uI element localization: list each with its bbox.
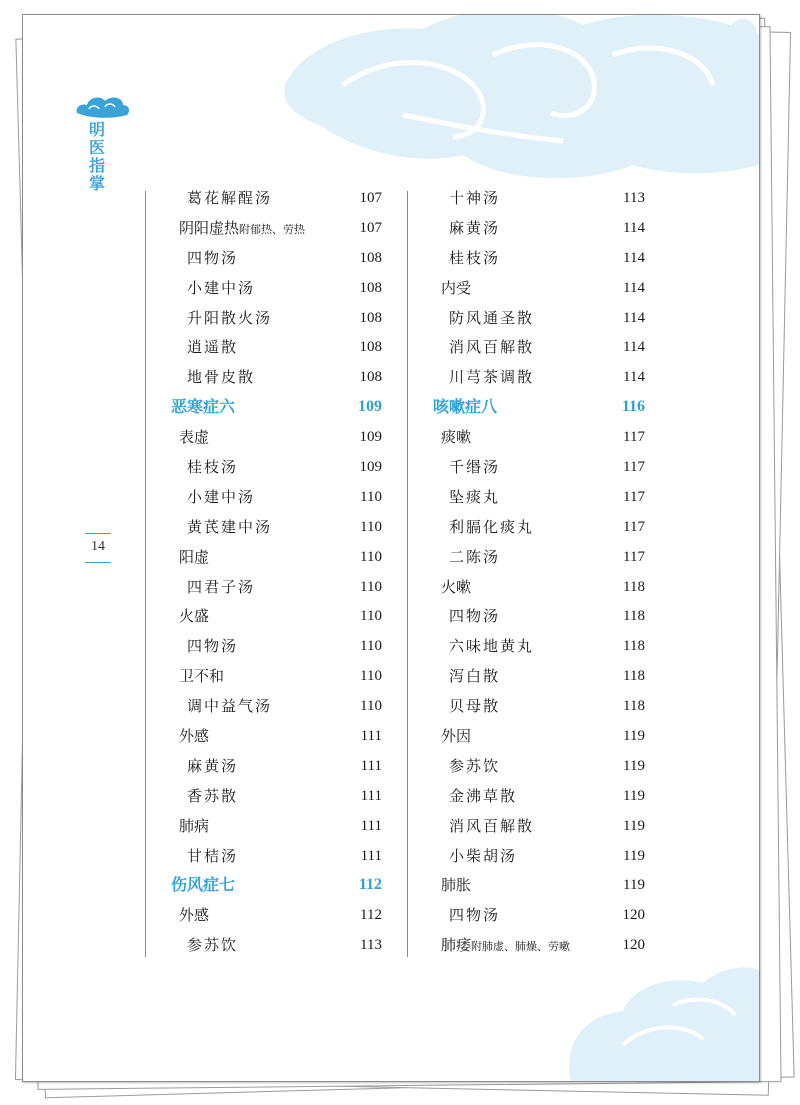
toc-page-number: 108 xyxy=(359,369,382,386)
toc-formula-entry[interactable] xyxy=(169,183,382,213)
toc-page-number: 110 xyxy=(360,638,382,655)
toc-entry-title xyxy=(187,183,272,213)
toc-page-number: 117 xyxy=(623,429,645,446)
toc-entry-title xyxy=(449,362,534,392)
toc-entry-title xyxy=(187,512,272,542)
toc-entry-title xyxy=(449,452,500,482)
toc-entry-text: 表虚 xyxy=(179,428,210,447)
toc-page-number: 119 xyxy=(623,787,645,804)
toc-section-entry[interactable] xyxy=(431,870,645,900)
toc-formula-entry[interactable] xyxy=(431,452,645,482)
toc-entry-text: 小柴胡汤 xyxy=(449,846,518,865)
toc-section-entry[interactable] xyxy=(431,273,645,303)
toc-formula-entry[interactable] xyxy=(169,841,382,871)
toc-page-number: 111 xyxy=(360,847,382,864)
toc-page-number: 119 xyxy=(623,847,645,864)
toc-formula-entry[interactable] xyxy=(431,751,645,781)
toc-formula-entry[interactable] xyxy=(169,332,382,362)
toc-entry-title xyxy=(187,362,255,392)
toc-entry-text: 四物汤 xyxy=(187,637,239,656)
toc-entry-text: 千缗汤 xyxy=(449,458,501,477)
toc-page-number: 110 xyxy=(360,488,382,505)
toc-entry-text: 火嗽 xyxy=(441,577,472,596)
toc-section-entry[interactable] xyxy=(169,661,382,691)
toc-page-number: 109 xyxy=(358,398,382,416)
toc-page-number: 118 xyxy=(623,668,645,685)
toc-formula-entry[interactable] xyxy=(431,183,645,213)
book-title: 明医指掌 xyxy=(88,120,105,193)
toc-entry-title xyxy=(449,183,500,213)
toc-formula-entry[interactable] xyxy=(169,930,382,960)
toc-entry-title xyxy=(449,512,534,542)
toc-page-number: 119 xyxy=(623,728,645,745)
toc-formula-entry[interactable] xyxy=(431,332,645,362)
toc-entry-text: 六味地黄丸 xyxy=(449,637,535,656)
toc-entry-title xyxy=(187,631,238,661)
toc-entry-title xyxy=(171,870,235,900)
toc-entry-title xyxy=(449,303,534,333)
toc-entry-title xyxy=(179,601,209,631)
toc-page-number: 109 xyxy=(359,459,382,476)
book-page xyxy=(22,14,760,1082)
toc-entry-text: 外感 xyxy=(179,727,210,746)
toc-formula-entry[interactable] xyxy=(431,243,645,273)
toc-page-number: 113 xyxy=(623,190,645,206)
toc-page-number: 110 xyxy=(360,608,382,625)
toc-entry-text: 黄芪建中汤 xyxy=(187,517,273,536)
toc-formula-entry[interactable] xyxy=(169,781,382,811)
toc-entry-title xyxy=(179,542,209,572)
toc-page-number: 107 xyxy=(359,190,382,206)
toc-entry-text: 参苏饮 xyxy=(449,756,501,775)
toc-page-number: 116 xyxy=(621,398,645,416)
toc-entry-title xyxy=(449,900,500,930)
toc-entry-text: 防风通圣散 xyxy=(449,308,535,327)
toc-entry-note: 附郁热、劳热 xyxy=(239,222,306,236)
toc-entry-title xyxy=(187,303,272,333)
toc-chapter-heading[interactable] xyxy=(169,870,382,900)
toc-page-number: 114 xyxy=(623,339,645,356)
toc-entry-text: 麻黄汤 xyxy=(187,756,239,775)
toc-entry-text: 升阳散火汤 xyxy=(187,308,273,327)
toc-section-entry[interactable] xyxy=(169,721,382,751)
toc-entry-title xyxy=(187,841,238,871)
toc-entry-text: 桂枝汤 xyxy=(187,458,239,477)
toc-entry-text: 肺病 xyxy=(179,816,210,835)
toc-page-number: 110 xyxy=(360,698,382,715)
toc-right-column xyxy=(431,183,645,960)
toc-entry-text: 四物汤 xyxy=(187,248,239,267)
toc-entry-title xyxy=(179,900,209,930)
toc-entry-title xyxy=(449,542,500,572)
toc-page-number: 112 xyxy=(360,907,382,924)
toc-page-number: 117 xyxy=(623,548,645,565)
toc-entry-text: 外因 xyxy=(441,727,472,746)
toc-entry-title xyxy=(179,422,209,452)
toc-entry-text: 阴阳虚热 xyxy=(179,218,240,237)
toc-page-number: 110 xyxy=(360,668,382,685)
toc-formula-entry[interactable] xyxy=(431,841,645,871)
toc-page-number: 114 xyxy=(623,219,645,236)
toc-entry-title xyxy=(179,661,224,691)
toc-formula-entry[interactable] xyxy=(169,572,382,602)
toc-page-number: 112 xyxy=(358,876,382,894)
toc-page-number: 118 xyxy=(623,638,645,655)
toc-entry-title xyxy=(187,572,255,602)
toc-page-number: 117 xyxy=(623,518,645,535)
toc-formula-entry[interactable] xyxy=(169,482,382,512)
toc-page-number: 117 xyxy=(623,488,645,505)
toc-entry-text: 十神汤 xyxy=(449,189,501,207)
toc-page-number: 108 xyxy=(359,279,382,296)
toc-page-number: 120 xyxy=(622,937,645,954)
toc-formula-entry[interactable] xyxy=(431,811,645,841)
toc-chapter-heading[interactable] xyxy=(169,392,382,422)
toc-page-number: 111 xyxy=(360,757,382,774)
toc-entry-title xyxy=(449,691,500,721)
toc-entry-text: 小建中汤 xyxy=(187,487,256,506)
toc-page-number: 114 xyxy=(623,369,645,386)
toc-entry-title xyxy=(187,273,255,303)
toc-formula-entry[interactable] xyxy=(169,751,382,781)
toc-entry-title xyxy=(449,751,500,781)
toc-entry-text: 坠痰丸 xyxy=(449,487,501,506)
toc-page-number: 110 xyxy=(360,548,382,565)
toc-entry-text: 调中益气汤 xyxy=(187,697,273,716)
toc-entry-title xyxy=(179,721,209,751)
toc-section-entry[interactable] xyxy=(431,422,645,452)
toc-entry-text: 桂枝汤 xyxy=(449,248,501,267)
toc-entry-title xyxy=(187,751,238,781)
toc-entry-text: 香苏散 xyxy=(187,786,239,805)
toc-entry-title xyxy=(187,482,255,512)
toc-page-number: 114 xyxy=(623,309,645,326)
toc-entry-text: 逍遥散 xyxy=(187,338,239,357)
toc-page-number: 111 xyxy=(360,728,382,745)
toc-entry-text: 麻黄汤 xyxy=(449,218,501,237)
toc-formula-entry[interactable] xyxy=(431,900,645,930)
toc-entry-text: 消风百解散 xyxy=(449,338,535,357)
toc-entry-title xyxy=(433,392,497,422)
toc-section-entry[interactable] xyxy=(169,601,382,631)
toc-entry-title xyxy=(449,631,534,661)
toc-page-number: 111 xyxy=(360,817,382,834)
toc-entry-text: 肺胀 xyxy=(441,876,472,895)
toc-entry-title xyxy=(449,841,517,871)
toc-entry-title xyxy=(449,332,534,362)
toc-page-number: 120 xyxy=(622,907,645,924)
toc-formula-entry[interactable] xyxy=(169,452,382,482)
toc-entry-text: 甘桔汤 xyxy=(187,846,239,865)
toc-entry-title xyxy=(179,213,305,245)
toc-entry-text: 卫不和 xyxy=(179,667,225,686)
toc-formula-entry[interactable] xyxy=(431,601,645,631)
toc-entry-text: 火盛 xyxy=(179,607,210,626)
toc-entry-text: 外感 xyxy=(179,906,210,925)
toc-formula-entry[interactable] xyxy=(431,542,645,572)
toc-chapter-heading[interactable] xyxy=(431,392,645,422)
toc-entry-title xyxy=(449,661,500,691)
toc-page-number: 119 xyxy=(623,877,645,894)
toc-entry-text: 肺痿 xyxy=(441,936,472,955)
toc-entry-note: 附肺虚、肺燥、劳嗽 xyxy=(471,940,571,954)
toc-formula-entry[interactable] xyxy=(169,512,382,542)
toc-page-number: 117 xyxy=(623,459,645,476)
toc-section-entry[interactable] xyxy=(169,542,382,572)
toc-entry-title xyxy=(441,870,471,900)
column-rule-middle xyxy=(407,191,408,957)
toc-entry-text: 消风百解散 xyxy=(449,816,535,835)
toc-entry-title xyxy=(187,452,238,482)
toc-section-entry[interactable] xyxy=(431,572,645,602)
toc-formula-entry[interactable] xyxy=(431,781,645,811)
toc-entry-text: 咳嗽症八 xyxy=(433,397,498,417)
toc-entry-title xyxy=(449,781,517,811)
toc-entry-text: 内受 xyxy=(441,278,472,297)
toc-entry-title xyxy=(449,601,500,631)
toc-entry-text: 痰嗽 xyxy=(441,428,472,447)
toc-page-number: 108 xyxy=(359,309,382,326)
toc-entry-title xyxy=(179,811,209,841)
toc-page-number: 111 xyxy=(360,787,382,804)
toc-formula-entry[interactable] xyxy=(431,213,645,243)
toc-entry-text: 川芎茶调散 xyxy=(449,368,535,387)
toc-formula-entry[interactable] xyxy=(169,631,382,661)
toc-formula-entry[interactable] xyxy=(169,303,382,333)
toc-entry-title xyxy=(187,691,272,721)
cloud-logo-icon xyxy=(73,93,133,121)
toc-formula-entry[interactable] xyxy=(431,661,645,691)
toc-page-number: 110 xyxy=(360,578,382,595)
toc-formula-entry[interactable] xyxy=(431,512,645,542)
toc-entry-title xyxy=(187,332,238,362)
toc-page-number: 113 xyxy=(360,937,382,954)
toc-entry-text: 阳虚 xyxy=(179,547,210,566)
toc-section-entry[interactable] xyxy=(169,900,382,930)
toc-entry-title xyxy=(187,781,238,811)
toc-entry-text: 小建中汤 xyxy=(187,278,256,297)
toc-entry-title xyxy=(441,422,471,452)
toc-page-number: 119 xyxy=(623,757,645,774)
toc-page-number: 108 xyxy=(359,339,382,356)
toc-entry-title xyxy=(441,572,471,602)
cloud-pattern-bottom xyxy=(23,15,759,1081)
toc-entry-text: 泻白散 xyxy=(449,667,501,686)
toc-page-number: 118 xyxy=(623,608,645,625)
toc-formula-entry[interactable] xyxy=(431,691,645,721)
toc-entry-text: 地骨皮散 xyxy=(187,368,256,387)
toc-page-number: 110 xyxy=(360,518,382,535)
toc-entry-text: 参苏饮 xyxy=(187,936,239,955)
toc-formula-entry[interactable] xyxy=(431,482,645,512)
toc-entry-text: 利膈化痰丸 xyxy=(449,517,535,536)
toc-entry-title xyxy=(187,930,238,960)
toc-entry-title xyxy=(441,273,471,303)
toc-entry-title xyxy=(449,243,500,273)
toc-section-entry[interactable] xyxy=(169,422,382,452)
toc-formula-entry[interactable] xyxy=(431,631,645,661)
toc-entry-title xyxy=(441,930,570,962)
toc-entry-text: 四君子汤 xyxy=(187,577,256,596)
toc-page-number: 114 xyxy=(623,249,645,266)
page-number: 14 xyxy=(91,539,105,554)
toc-page-number: 114 xyxy=(623,279,645,296)
toc-entry-text: 葛花解酲汤 xyxy=(187,189,273,207)
toc-section-entry[interactable] xyxy=(169,811,382,841)
toc-entry-title xyxy=(441,721,471,751)
toc-formula-entry[interactable] xyxy=(169,362,382,392)
toc-page-number: 119 xyxy=(623,817,645,834)
toc-formula-entry[interactable] xyxy=(169,691,382,721)
toc-entry-title xyxy=(171,392,235,422)
toc-entry-text: 四物汤 xyxy=(449,607,501,626)
toc-section-entry[interactable] xyxy=(431,930,645,960)
toc-formula-entry[interactable] xyxy=(169,243,382,273)
toc-entry-title xyxy=(449,213,500,243)
toc-entry-title xyxy=(449,482,500,512)
toc-page-number: 109 xyxy=(359,429,382,446)
toc-page-number: 108 xyxy=(359,249,382,266)
toc-section-entry[interactable] xyxy=(169,213,382,243)
toc-entry-text: 恶寒症六 xyxy=(171,397,236,417)
toc-section-entry[interactable] xyxy=(431,721,645,751)
toc-entry-text: 贝母散 xyxy=(449,697,501,716)
toc-entry-text: 四物汤 xyxy=(449,906,501,925)
toc-left-column xyxy=(169,183,382,960)
toc-entry-text: 伤风症七 xyxy=(171,875,236,895)
toc-entry-text: 二陈汤 xyxy=(449,547,501,566)
toc-entry-title xyxy=(449,811,534,841)
toc-formula-entry[interactable] xyxy=(169,273,382,303)
toc-formula-entry[interactable] xyxy=(431,303,645,333)
toc-page-number: 118 xyxy=(623,578,645,595)
toc-entry-title xyxy=(187,243,238,273)
toc-entry-text: 金沸草散 xyxy=(449,786,518,805)
column-rule-left xyxy=(145,191,146,957)
toc-page-number: 118 xyxy=(623,698,645,715)
toc-page-number: 107 xyxy=(359,219,382,236)
toc-formula-entry[interactable] xyxy=(431,362,645,392)
